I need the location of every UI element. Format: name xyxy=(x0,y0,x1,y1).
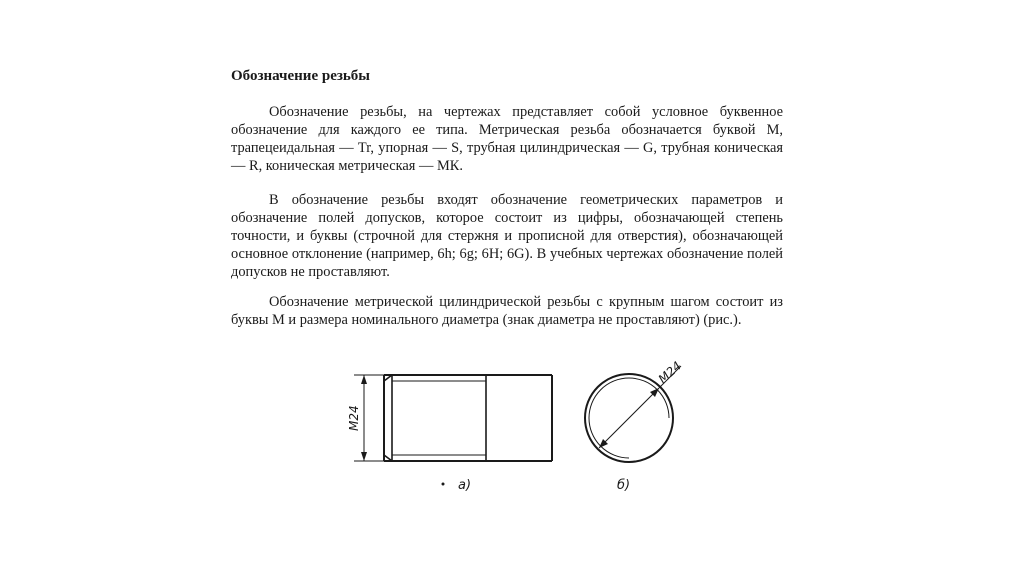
section-heading: Обозначение резьбы xyxy=(231,68,371,84)
caption-dot xyxy=(442,483,445,486)
view-b-dimension-label: М24 xyxy=(655,358,685,387)
paragraph-tolerance-fields: В обозначение резьбы входят обозначение геометрических параметров и обозначение полей допусков, которое состоит из цифры, обозначающей степень точности, и буквы (строчной для стержня и прописной для отверстия), обозначающей основное отклонение (например, 6h; 6g; 6H; 6G). В учебных чертежах обозначение полей допусков не проставляют. xyxy=(231,192,783,280)
view-b-caption: б) xyxy=(617,478,631,493)
view-a-caption: а) xyxy=(458,478,472,493)
thread-figure xyxy=(340,355,720,505)
paragraph-metric-thread: Обозначение метрической цилиндрической резьбы с крупным шагом состоит из буквы М и размера номинального диаметра (знак диаметра не проставляют) (рис.). xyxy=(231,294,783,328)
paragraph-thread-types: Обозначение резьбы, на чертежах представляет собой условное буквенное обозначение для каждого ее типа. Метрическая резьба обозначается буквой М, трапецеидальная — Tr, упорная — S, трубная цилиндрическая — G, трубная коническая — R, коническая метрическая — МК. xyxy=(231,104,783,174)
view-a-dimension-label: М24 xyxy=(347,405,361,431)
thread-side-view xyxy=(354,375,552,461)
